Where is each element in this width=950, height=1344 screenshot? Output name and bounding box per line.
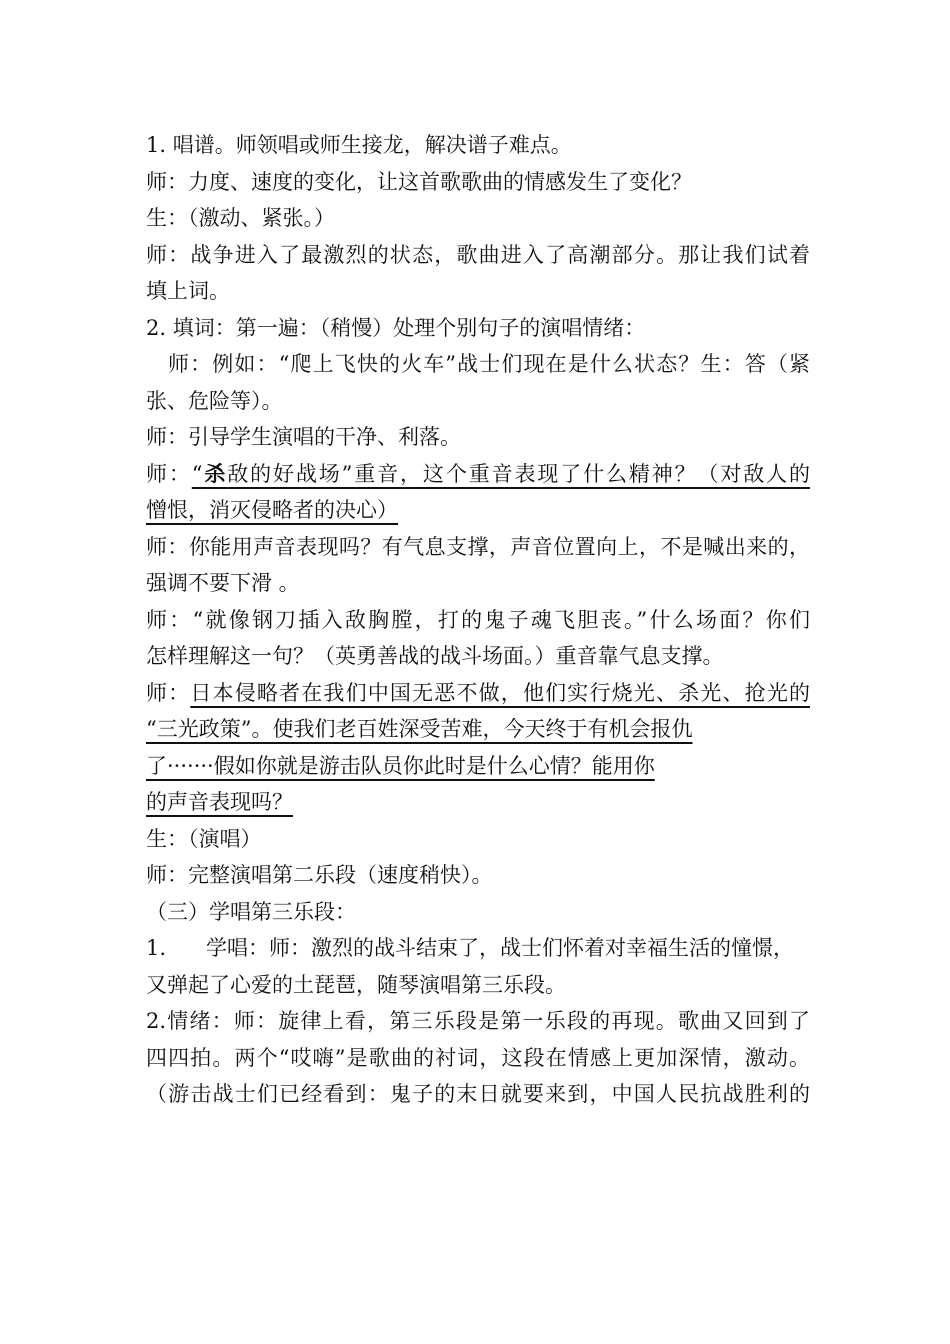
speaker-label: 师： — [146, 461, 192, 486]
underlined-text: “三光政策”。使我们老百姓深受苦难，今天终于有机会报仇 — [146, 717, 693, 741]
text-line-25: 2.情绪：师：旋律上看，第三乐段是第一乐段的再现。歌曲又回到了 — [146, 1009, 810, 1033]
bold-emphasis-char: 杀 — [202, 460, 228, 486]
text-line-13: 强调不要下滑 。 — [146, 571, 300, 595]
text-line-4: 师：战争进入了最激烈的状态，歌曲进入了高潮部分。那让我们试着 — [146, 242, 810, 267]
text-line-23 — [146, 930, 810, 967]
underlined-text: 了·······假如你就是游击队员你此时是什么心情？能用你 — [146, 753, 655, 778]
document-body — [146, 127, 810, 1113]
text-line-2: 师：力度、速度的变化，让这首歌歌曲的情感发生了变化？ — [146, 169, 692, 194]
speaker-label: 师： — [146, 680, 191, 705]
underlined-text: 憎恨，消灭侵略者的决心） — [146, 498, 398, 522]
text-line-10 — [146, 456, 810, 493]
text-line-21: 师：完整演唱第二乐段（速度稍快）。 — [146, 863, 493, 887]
text-line-17 — [146, 711, 810, 748]
text-line-9: 师：引导学生演唱的干净、利落。 — [146, 425, 461, 449]
list-number: 1. — [146, 936, 167, 960]
text-line-18 — [146, 748, 810, 785]
text-line-15: 怎样理解这一句？（英勇善战的战斗场面。）重音靠气息支撑。 — [146, 644, 724, 668]
text-line-24: 又弹起了心爱的土琵琶，随琴演唱第三乐段。 — [146, 972, 566, 997]
section-heading: （三）学唱第三乐段： — [146, 899, 356, 924]
list-item-text: 学唱：师：激烈的战斗结束了，战士们怀着对幸福生活的憧憬， — [206, 936, 795, 960]
text-line-19 — [146, 784, 810, 821]
text-line-20: 生：（演唱） — [146, 826, 262, 851]
text-line-5: 填上词。 — [146, 279, 230, 303]
text-line-6: 2. 填词：第一遍：（稍慢）处理个别句子的演唱情绪： — [146, 315, 646, 340]
text-line-8: 张、危险等）。 — [146, 388, 283, 413]
text-line-7: 师：例如：“爬上飞快的火车”战士们现在是什么状态？生：答（紧 — [168, 352, 810, 376]
text-line-16 — [146, 675, 810, 712]
text-line-1: 1. 唱谱。师领唱或师生接龙，解决谱子难点。 — [146, 133, 572, 157]
text-line-26: 四四拍。两个“哎嗨”是歌曲的衬词，这段在情感上更加深情，激动。 — [146, 1045, 810, 1070]
text-line-14: 师：“就像钢刀插入敌胸膛，打的鬼子魂飞胆丧。”什么场面？你们 — [146, 607, 810, 632]
underlined-text: 日本侵略者在我们中国无恶不做，他们实行烧光、杀光、抢光的 — [190, 680, 811, 705]
text-line-12: 师：你能用声音表现吗？有气息支撑，声音位置向上，不是喊出来的， — [146, 534, 810, 559]
text-line-27: （游击战士们已经看到：鬼子的末日就要来到，中国人民抗战胜利的 — [146, 1082, 810, 1106]
underlined-quote-open: “ — [191, 461, 203, 486]
underlined-text: 的声音表现吗？ — [146, 790, 293, 814]
underlined-text: 敌的好战场”重音，这个重音表现了什么精神？（对敌人的 — [227, 461, 811, 486]
text-line-3: 生：（激动、紧张。） — [146, 206, 335, 230]
text-line-11 — [146, 492, 810, 529]
